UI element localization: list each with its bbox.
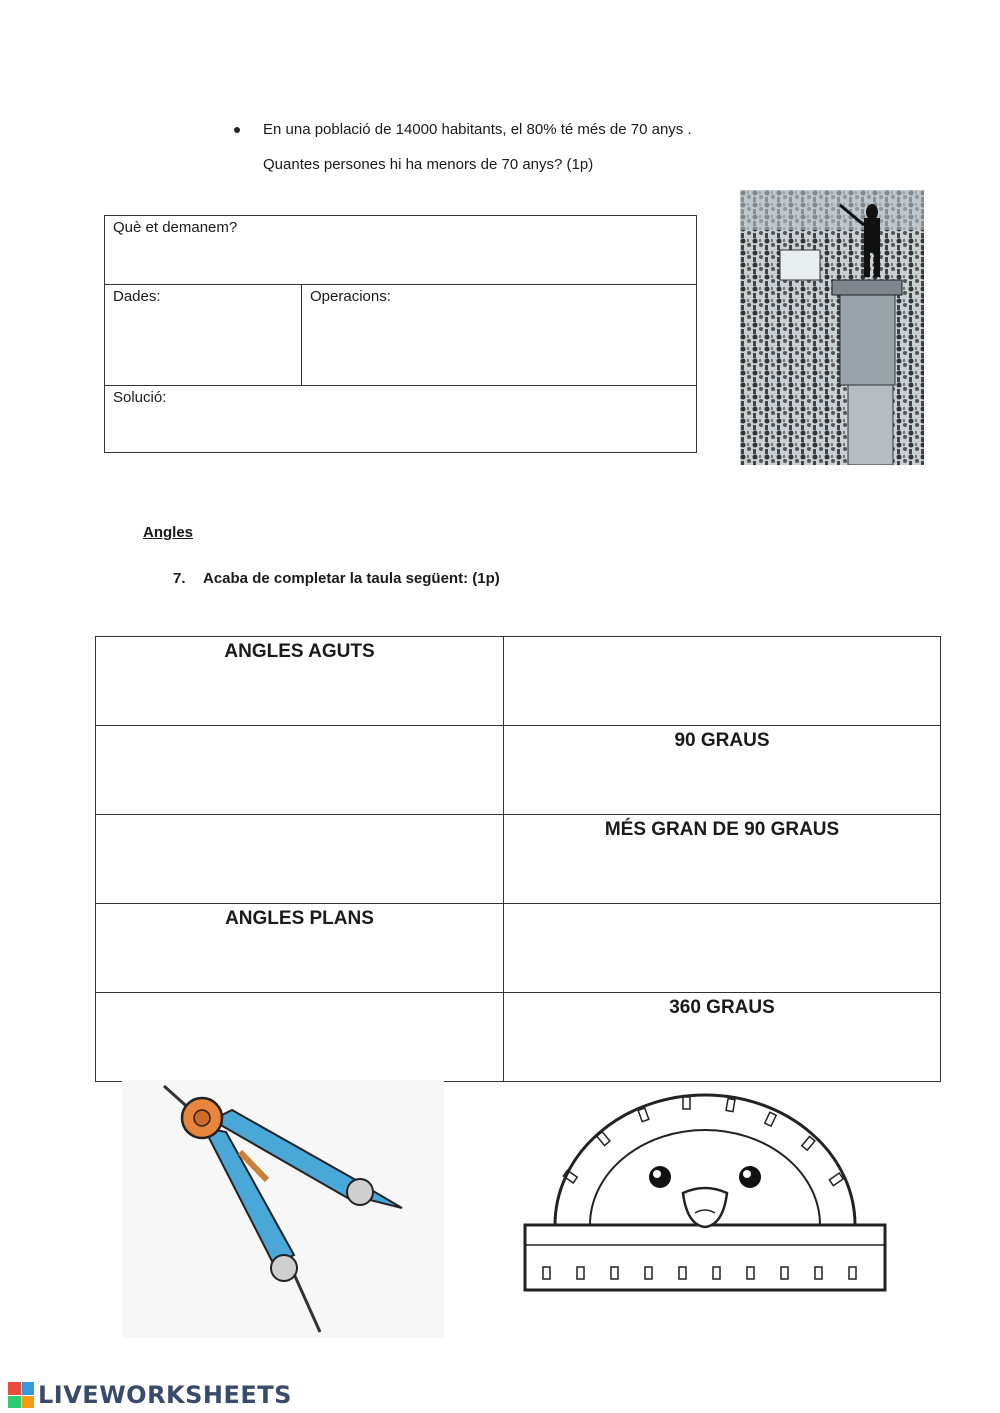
what-asked-cell[interactable]	[105, 216, 697, 285]
problem-question: Quantes persones hi ha menors de 70 anys? (1p)	[263, 156, 594, 173]
answer-cell[interactable]	[504, 904, 941, 993]
logo-text: LIVEWORKSHEETS	[38, 1381, 292, 1409]
table-cell: MÉS GRAN DE 90 GRAUS	[504, 815, 941, 904]
table-cell: ANGLES PLANS	[96, 904, 504, 993]
answer-cell[interactable]	[96, 993, 504, 1082]
liveworksheets-logo	[8, 1380, 292, 1410]
crowd-statue-photo	[740, 190, 924, 465]
table-row	[96, 815, 941, 904]
solution-cell[interactable]	[105, 386, 697, 453]
table-cell: 360 GRAUS	[504, 993, 941, 1082]
table-cell: 90 GRAUS	[504, 726, 941, 815]
answer-cell[interactable]	[96, 726, 504, 815]
problem-table	[104, 215, 697, 453]
operations-cell[interactable]	[302, 285, 697, 386]
table-row	[96, 637, 941, 726]
table-row	[96, 726, 941, 815]
data-label: Dades:	[113, 288, 161, 305]
table-cell: ANGLES AGUTS	[96, 637, 504, 726]
answer-cell[interactable]	[96, 815, 504, 904]
table-row	[96, 993, 941, 1082]
exercise-instruction: Acaba de completar la taula següent: (1p)	[203, 570, 500, 587]
protractor-drawing	[515, 1085, 895, 1300]
data-cell[interactable]	[105, 285, 302, 386]
exercise-number: 7.	[173, 570, 186, 587]
problem-statement: En una població de 14000 habitants, el 80% té més de 70 anys .	[263, 121, 692, 138]
compass-drawing	[122, 1080, 444, 1338]
table-row	[96, 904, 941, 993]
answer-cell[interactable]	[504, 637, 941, 726]
bullet-point	[234, 127, 240, 133]
section-title: Angles	[143, 524, 194, 541]
operations-label: Operacions:	[310, 288, 391, 305]
logo-icon	[8, 1382, 34, 1408]
solution-label: Solució:	[113, 389, 167, 406]
angles-table	[95, 636, 941, 1082]
what-asked-label: Què et demanem?	[113, 219, 238, 236]
